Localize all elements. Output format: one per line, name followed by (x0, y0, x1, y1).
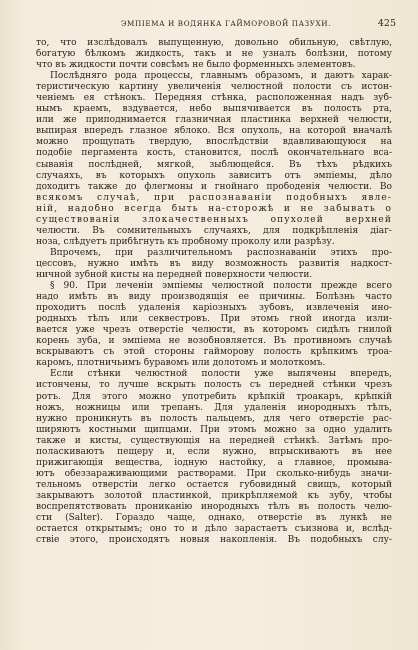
text-line: то, что изслѣдовалъ выпущенную, довольно обильную, свѣтлую, (36, 38, 392, 48)
text-line: выпирая впередъ глазное яблоко. Вся опухоль, на которой вначалѣ (36, 126, 392, 137)
page-number: 425 (377, 18, 396, 29)
text-line: вскрываютъ съ этой стороны гайморову полость крѣпкимъ троа- (36, 347, 392, 358)
text-line: существованіи злокачественныхъ опухолей верхней (36, 214, 392, 225)
text-line: ничной зубной кисты на передней поверхности челюсти. (36, 269, 313, 280)
text-line: или же приподнимается глазничная пластинка верхней челюсти, (36, 115, 392, 126)
text-line: цессовъ, нужно имѣть въ виду возможность развитія надкост- (36, 258, 392, 269)
text-line: Послѣдняго рода процессы, главнымъ образомъ, и даютъ харак- (50, 71, 392, 82)
text-line: ноза, слѣдуетъ прибѣгнуть къ пробному проколу или разрѣзу. (36, 236, 335, 247)
text-line: прижигающія вещества, іодную настойку, а главное, промыва- (36, 457, 392, 468)
text-line: ножъ, ножницы или трепанъ. Для удаленія инородныхъ тѣлъ, (36, 402, 392, 413)
text-line: надо имѣть въ виду производящія ее причины. Болѣзнь часто (36, 292, 392, 303)
text-line: что въ жидкости почти совсѣмъ не было форменныхъ элементовъ. (36, 60, 356, 71)
text-line: богатую бѣлкомъ жидкость, такъ и не узналъ болѣзни, потому (36, 49, 392, 60)
text-line: ній, надобно всегда быть на-сторожѣ и не забывать о (36, 203, 392, 214)
text-line: каромъ, плотничьимъ буравомъ или долотомъ и молоткомъ. (36, 358, 326, 369)
text-line: § 90. При леченіи эмпіемы челюстной полости прежде всего (50, 281, 392, 292)
running-title: ЭМПІЕМА И ВОДЯНКА ГАЙМОРОВОЙ ПАЗУХИ. (120, 19, 332, 28)
text-line: доходитъ также до флегмоны и гнойнаго прободенія челюсти. Во (36, 181, 392, 192)
text-line: ствіе этого, происходятъ новыя накопленія. Въ подобныхъ слу- (36, 535, 392, 546)
text-line: проходитъ послѣ удаленія каріозныхъ зубовъ, извлеченія ино- (36, 303, 392, 314)
text-line: челюсти. Въ сомнительныхъ случаяхъ, для подкрѣпленія діаг- (36, 225, 392, 236)
text-line: полаcкиваютъ пещеру и, если нужно, впрыскиваютъ въ нее (36, 446, 392, 457)
text-line: истончены, то лучше вскрыть полость съ передней стѣнки чрезъ (36, 380, 392, 391)
text-line: также и кисты, существующія на передней стѣнкѣ. Затѣмъ про- (36, 435, 392, 446)
text-line: корень зуба, и эмпіема не возобновляется. Въ противномъ случаѣ (36, 336, 392, 347)
page-header (36, 18, 396, 32)
text-line: ютъ обеззараживающими растворами. При сколько-нибудь значи- (36, 468, 392, 479)
text-line: Впрочемъ, при различительномъ распознаваніи этихъ про- (50, 247, 392, 258)
text-line: ротъ. Для этого можно употребить крѣпкій троакаръ, крѣпкій (36, 391, 392, 402)
text-line: случаяхъ, въ которыхъ опухоль зависитъ отъ эмпіемы, дѣло (36, 170, 392, 181)
text-line: ченіемъ ея стѣнокъ. Передняя стѣнка, расположенная надъ зуб- (36, 93, 392, 104)
text-line: остается открытымъ; оно то и дѣло зарастаетъ съизнова и, вслѣд- (36, 524, 392, 535)
text-line: нужно проникнуть въ полость пальцемъ, для чего отверстіе рас- (36, 413, 392, 424)
text-line: теристическую картину увеличенія челюстной полости съ истон- (36, 82, 392, 93)
text-line: вается уже чрезъ отверстіе челюсти, въ которомъ сидѣлъ гнилой (36, 325, 392, 336)
text-line: можно прощупать твердую, впослѣдствіи вдавливающуюся на (36, 137, 392, 148)
text-line: нымъ краемъ, вздувается, небо выпячивается въ полость рта, (36, 104, 392, 115)
text-line: сти (Salter). Гораздо чаще, однако, отверстіе въ лункѣ не (36, 513, 392, 524)
text-line: Если стѣнки челюстной полости уже выпячены впередъ, (50, 369, 392, 380)
text-line: всякомъ случаѣ, при распознаваніи подобныхъ явле- (36, 192, 392, 203)
text-line: воспрепятствовать прониканію инородныхъ тѣлъ въ полость челю- (36, 501, 392, 512)
text-line: ширяютъ костными щипцами. При этомъ можно за одно удалить (36, 424, 392, 435)
text-line: подобіе пергамента кость, становится, послѣ окончательнаго вса- (36, 148, 392, 159)
body-text (36, 38, 392, 546)
text-line: закрываютъ золотой пластинкой, прикрѣпляемой къ зубу, чтобы (36, 490, 392, 501)
text-line: сыванія послѣдней, мягкой, зыблющейся. Въ тѣхъ рѣдкихъ (36, 159, 392, 170)
text-line: тельномъ отверстіи легко остается губовидный свищъ, который (36, 479, 392, 490)
text-line: родныхъ тѣлъ или секвестровъ. При этомъ гной иногда изли- (36, 314, 392, 325)
